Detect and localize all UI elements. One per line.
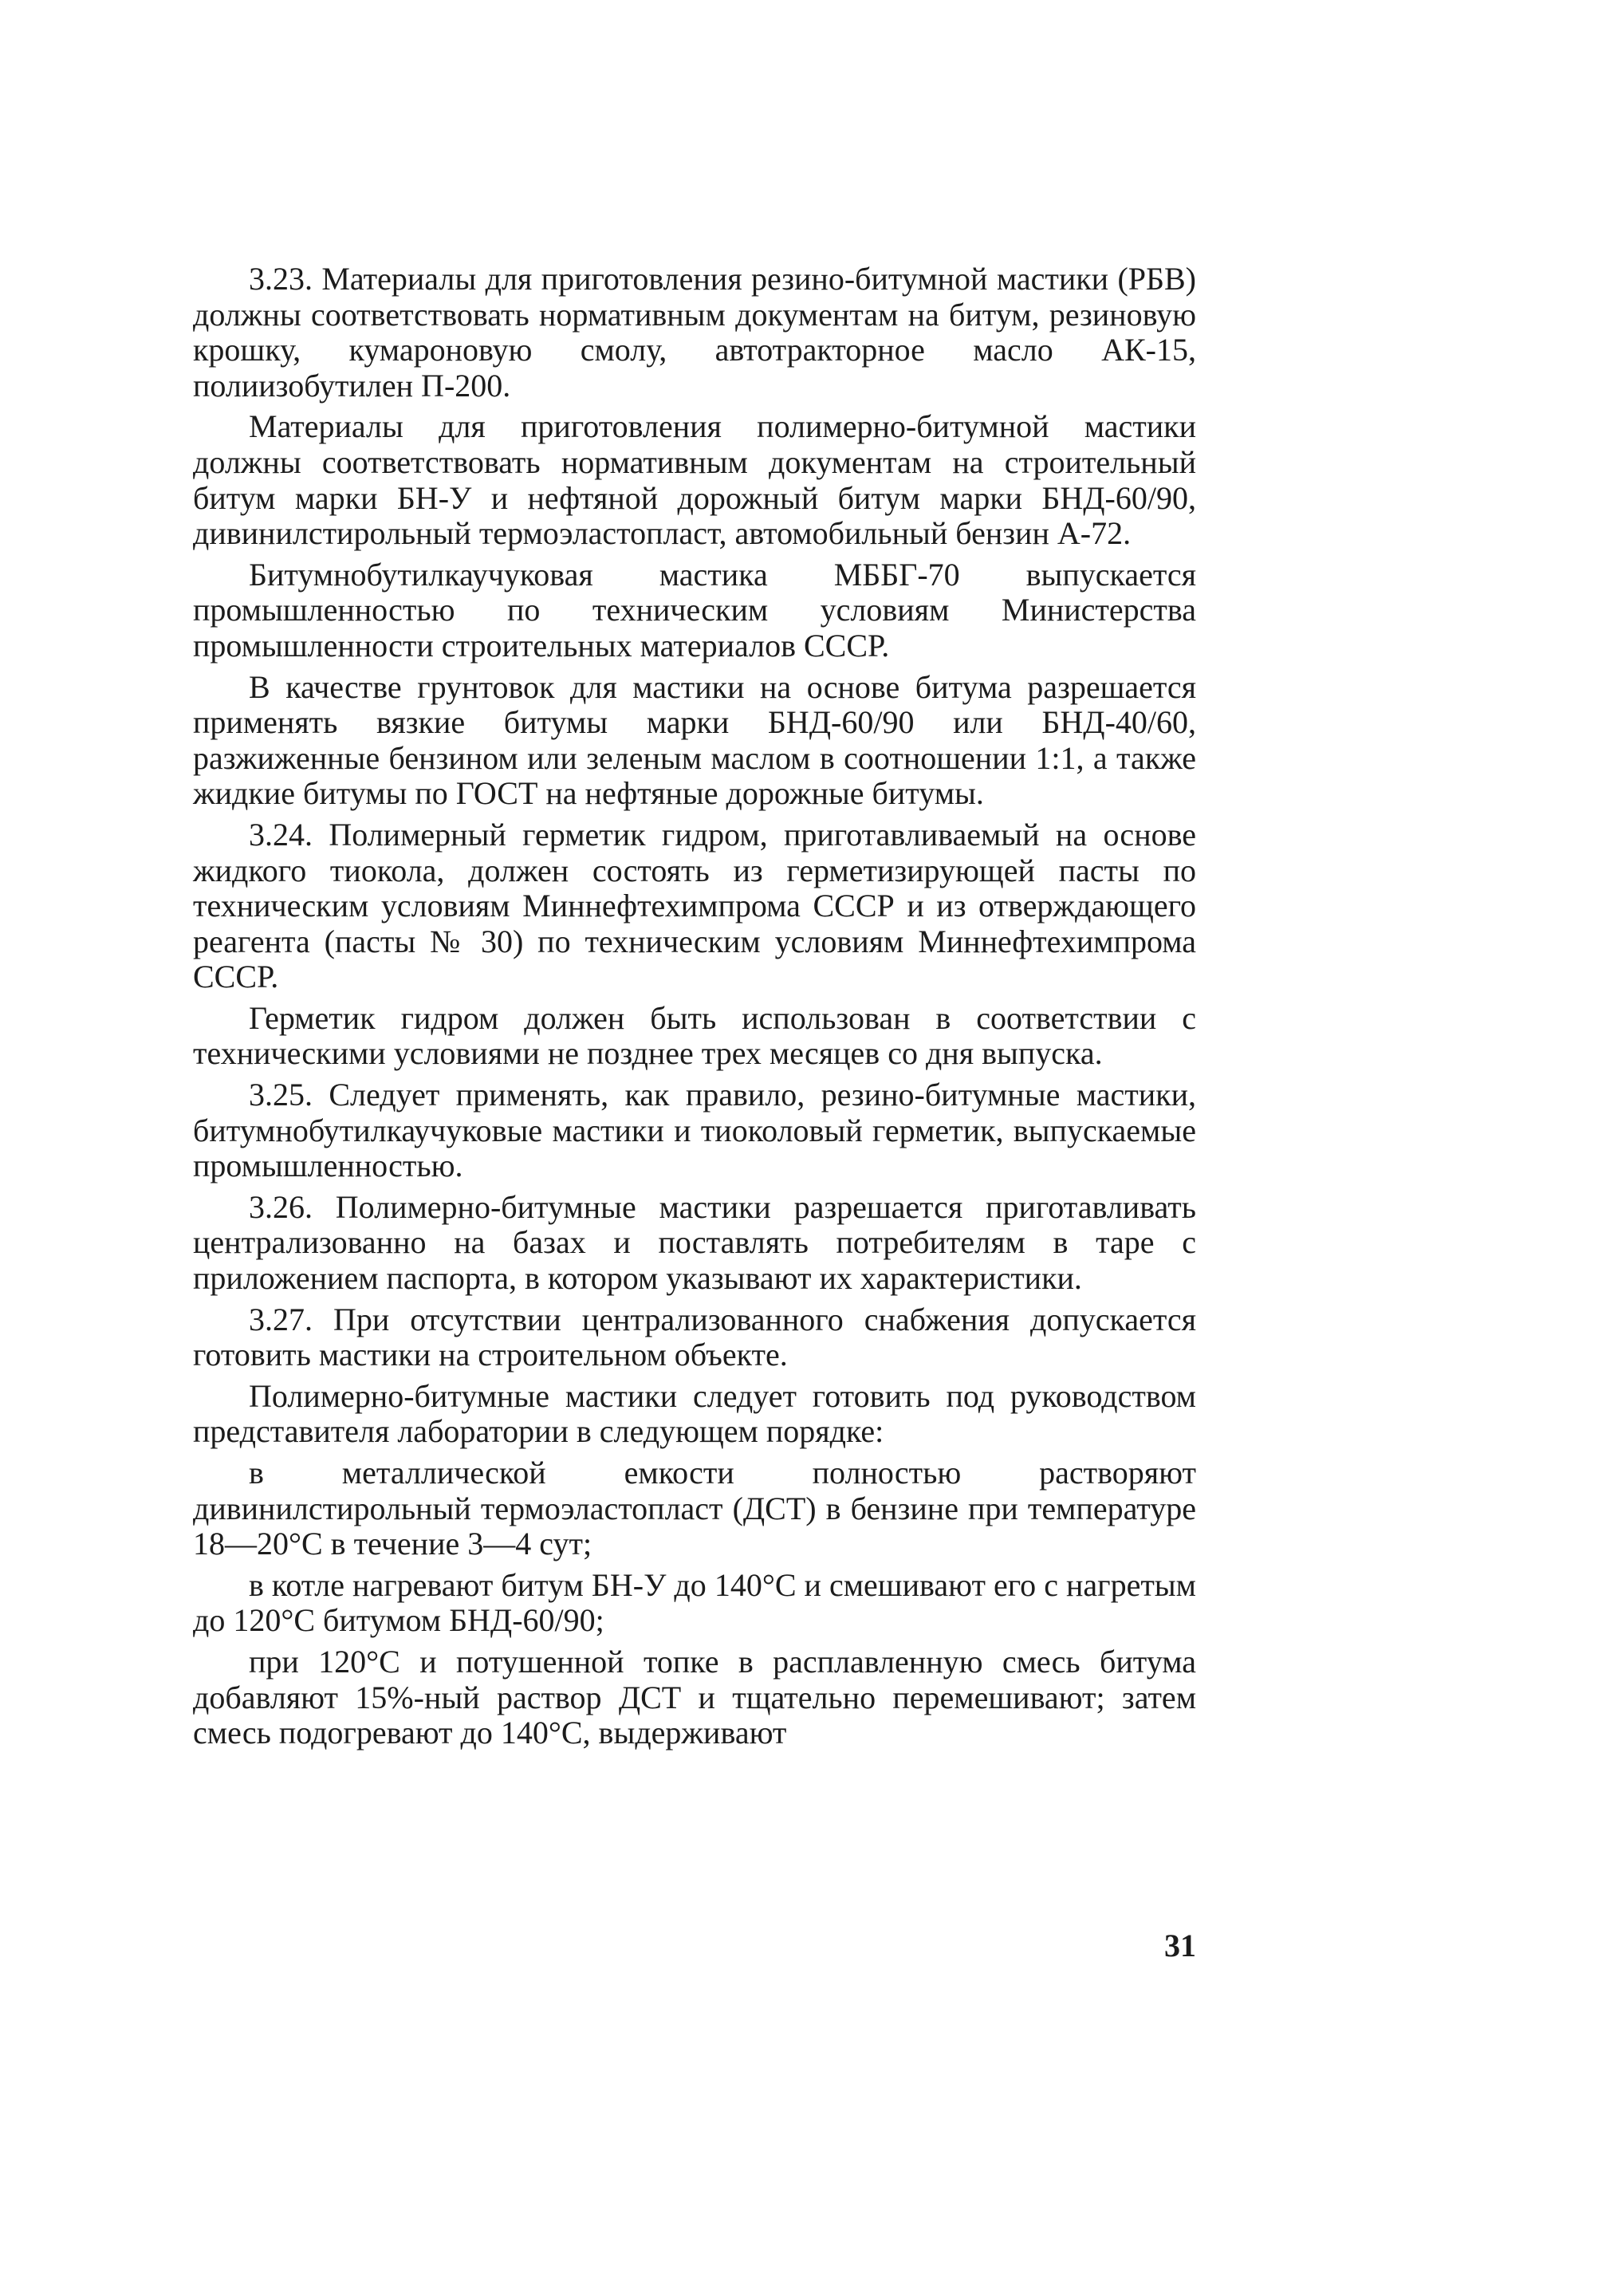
paragraph-step-add-dst: при 120°С и потушенной топке в расплавленную смесь битума добавляют 15%-ный раствор ДСТ и тщательно перемешивают; затем смесь подогревают до 140°С, выдерживают: [193, 1643, 1196, 1751]
paragraph-step-heat-bitumen: в котле нагревают битум БН-У до 140°С и смешивают его с нагретым до 120°С битумом БНД-60/90;: [193, 1566, 1196, 1639]
paragraph-step-dissolve-dst: в металлической емкости полностью растворяют дивинилстирольный термоэластопласт (ДСТ) в бензине при температуре 18—20°С в течение 3—4 сут;: [193, 1455, 1196, 1562]
body-text: [193, 262, 1196, 1757]
paragraph-3-27: 3.27. При отсутствии централизованного снабжения допускается готовить мастики на строительном объекте.: [193, 1301, 1196, 1373]
paragraph-3-23: 3.23. Материалы для приготовления резино-битумной мастики (РБВ) должны соответствовать нормативным документам на битум, резиновую крошку, кумароновую смолу, автотракторное масло АК-15, полиизобутилен П-200.: [193, 261, 1196, 404]
paragraph-preparation-order: Полимерно-битумные мастики следует готовить под руководством представителя лаборатории в следующем порядке:: [193, 1377, 1196, 1450]
paragraph-3-24: 3.24. Полимерный герметик гидром, приготавливаемый на основе жидкого тиокола, должен состоять из герметизирующей пасты по техническим условиям Миннефтехимпрома СССР и из отверждающего реагента (пасты № 30) по техническим условиям Миннефтехимпрома СССР.: [193, 816, 1196, 995]
paragraph-hydrom-shelf-life: Герметик гидром должен быть использован в соответствии с техническими условиями не позднее трех месяцев со дня выпуска.: [193, 999, 1196, 1072]
page-number: 31: [1164, 1928, 1196, 1963]
paragraph-primers: В качестве грунтовок для мастики на основе битума разрешается применять вязкие битумы марки БНД-60/90 или БНД-40/60, разжиженные бензином или зеленым маслом в соотношении 1:1, а также жидкие битумы по ГОСТ на нефтяные дорожные битумы.: [193, 668, 1196, 812]
paragraph-materials-polymer-bitumen: Материалы для приготовления полимерно-битумной мастики должны соответствовать нормативным документам на строительный битум марки БН-У и нефтяной дорожный битум марки БНД-60/90, дивинилстирольный термоэластопласт, автомобильный бензин А-72.: [193, 408, 1196, 552]
paragraph-3-25: 3.25. Следует применять, как правило, резино-битумные мастики, битумнобутилкаучуковые мастики и тиоколовый герметик, выпускаемые промышленностью.: [193, 1077, 1196, 1184]
paragraph-mbbg-70: Битумнобутилкаучуковая мастика МББГ-70 выпускается промышленностью по техническим условиям Министерства промышленности строительных материалов СССР.: [193, 556, 1196, 664]
paragraph-3-26: 3.26. Полимерно-битумные мастики разрешается приготавливать централизованно на базах и поставлять потребителям в таре с приложением паспорта, в котором указывают их характеристики.: [193, 1188, 1196, 1297]
